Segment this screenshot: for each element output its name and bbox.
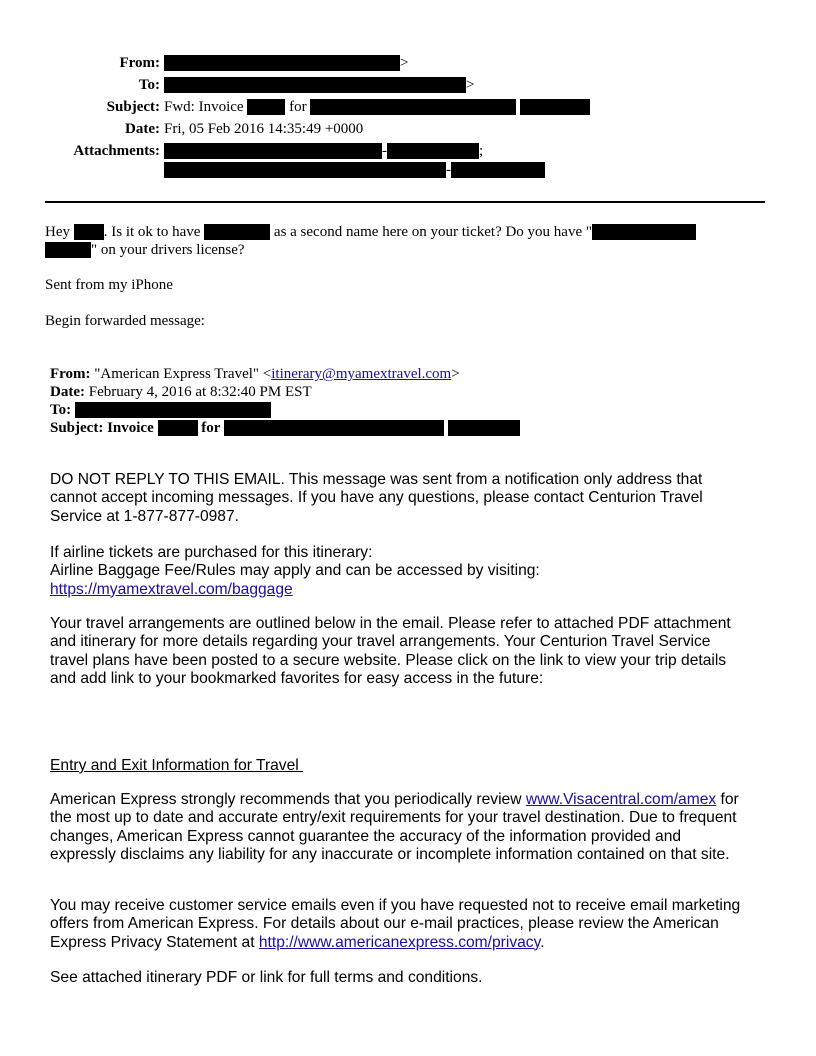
p5-line-2: offers from American Express. For details about our e-mail practices, please review the American — [50, 915, 719, 933]
redacted-fwd-subject-extra — [448, 420, 520, 436]
fwd-from-row — [50, 365, 460, 383]
p3-line-3: travel plans have been posted to a secure website. Please click on the link to view your trip details — [50, 651, 727, 669]
entry-exit-heading: Entry and Exit Information for Travel — [50, 757, 304, 774]
terms-line: See attached itinerary PDF or link for full terms and conditions. — [50, 969, 483, 986]
subject-for: for — [289, 99, 307, 115]
paragraph-baggage — [50, 544, 770, 599]
privacy-link[interactable]: http://www.americanexpress.com/privacy — [258, 933, 541, 951]
fwd-subject-for: for — [201, 420, 221, 436]
redacted-from — [164, 55, 400, 71]
p5-line-3-pre: Express Privacy Statement at — [50, 933, 259, 951]
redacted-subject-extra — [520, 99, 590, 115]
fwd-from-close: > — [451, 366, 460, 382]
redacted-recipient-name — [74, 224, 104, 240]
paragraph-no-reply — [50, 471, 770, 526]
note-hey: Hey — [45, 224, 70, 240]
p3-line-2: and itinerary for more details regarding your travel arrangements. Your Centurion Travel Service — [50, 633, 711, 651]
header-date-row — [40, 119, 363, 139]
p5-line-3-post: . — [540, 933, 545, 951]
p4-line-1-pre: American Express strongly recommends that you periodically review — [50, 791, 526, 808]
redacted-fwd-invoice-number — [158, 420, 198, 436]
fwd-to-label: To: — [50, 402, 72, 418]
attachment-dash-2: - — [446, 162, 451, 178]
redacted-attachment-2a — [164, 162, 446, 178]
fwd-from-email-link[interactable]: itinerary@myamextravel.com — [271, 366, 452, 382]
p2-line-2: Airline Baggage Fee/Rules may apply and can be accessed by visiting: — [50, 562, 540, 580]
p4-line-1-post: for — [716, 791, 739, 808]
sent-from: Sent from my iPhone — [45, 277, 173, 293]
from-label: From: — [119, 55, 160, 71]
attachment-dash-1: - — [382, 143, 387, 159]
p4-line-1 — [50, 791, 770, 809]
redacted-second-name — [204, 224, 270, 240]
p5-line-1: You may receive customer service emails even if you have requested not to receive email marketing — [50, 897, 741, 914]
fwd-date-label: Date: — [50, 384, 85, 400]
header-from-row — [40, 53, 408, 73]
fwd-subject-label: Subject: Invoice — [50, 420, 154, 436]
p1-line-2: cannot accept incoming messages. If you have any questions, please contact Centurion Travel — [50, 489, 703, 507]
fwd-date-value: February 4, 2016 at 8:32:40 PM EST — [88, 384, 312, 400]
fwd-from-name: "American Express Travel" < — [94, 366, 272, 382]
header-attachments-row — [40, 141, 483, 161]
paragraph-arrangements — [50, 615, 770, 688]
header-subject-row — [40, 97, 590, 117]
redacted-attachment-2b — [451, 162, 545, 178]
p1-line-3: Service at 1-877-877-0987. — [50, 507, 239, 525]
paragraph-privacy — [50, 897, 770, 952]
note-line2-after: " on your drivers license? — [91, 242, 245, 258]
note-line-2 — [45, 241, 245, 259]
p3-line-4: and add link to your bookmarked favorites for easy access in the future: — [50, 669, 544, 687]
p2-line-1: If airline tickets are purchased for this itinerary: — [50, 544, 373, 561]
redacted-subject-name — [310, 99, 516, 115]
note-mid: . Is it ok to have — [103, 224, 201, 240]
to-label: To: — [138, 77, 160, 93]
redacted-fwd-subject-name — [224, 420, 444, 436]
header-divider — [45, 201, 765, 203]
attachment-semicolon: ; — [479, 143, 484, 159]
fwd-subject-row — [50, 419, 520, 437]
fwd-to-row — [50, 401, 271, 419]
baggage-link[interactable]: https://myamextravel.com/baggage — [50, 580, 293, 598]
redacted-license-name-2 — [45, 242, 91, 258]
date-value: Fri, 05 Feb 2016 14:35:49 +0000 — [164, 121, 364, 137]
to-gt: > — [466, 77, 475, 93]
p4-line-2: the most up to date and accurate entry/exit requirements for your travel destination. Due to frequent — [50, 809, 737, 827]
from-gt: > — [400, 55, 409, 71]
fwd-from-label: From: — [50, 366, 91, 382]
p5-line-3 — [50, 934, 770, 952]
date-label: Date: — [125, 121, 160, 137]
visacentral-link[interactable]: www.Visacentral.com/amex — [525, 791, 717, 808]
p3-line-1: Your travel arrangements are outlined below in the email. Please refer to attached PDF attachment — [50, 615, 731, 632]
paragraph-entry-exit — [50, 791, 770, 864]
redacted-to — [164, 77, 466, 93]
redacted-invoice-number — [247, 99, 285, 115]
p1-line-1: DO NOT REPLY TO THIS EMAIL. This message was sent from a notification only address that — [50, 471, 703, 488]
header-attachments-row-2 — [164, 160, 545, 180]
redacted-attachment-1b — [387, 143, 479, 159]
redacted-fwd-to — [75, 402, 271, 418]
subject-label: Subject: — [106, 99, 160, 115]
note-after: as a second name here on your ticket? Do you have " — [273, 224, 592, 240]
subject-prefix: Fwd: Invoice — [164, 99, 244, 115]
p4-line-3: changes, American Express cannot guarantee the accuracy of the information provided and — [50, 827, 682, 845]
note-line-1 — [45, 223, 696, 241]
p4-line-4: expressly disclaims any liability for any inaccurate or incomplete information contained on that site. — [50, 845, 730, 863]
redacted-attachment-1a — [164, 143, 382, 159]
fwd-date-row — [50, 383, 312, 401]
redacted-license-name-1 — [592, 224, 696, 240]
attachments-label: Attachments: — [73, 143, 160, 159]
header-to-row — [40, 75, 474, 95]
begin-forwarded: Begin forwarded message: — [45, 313, 205, 329]
